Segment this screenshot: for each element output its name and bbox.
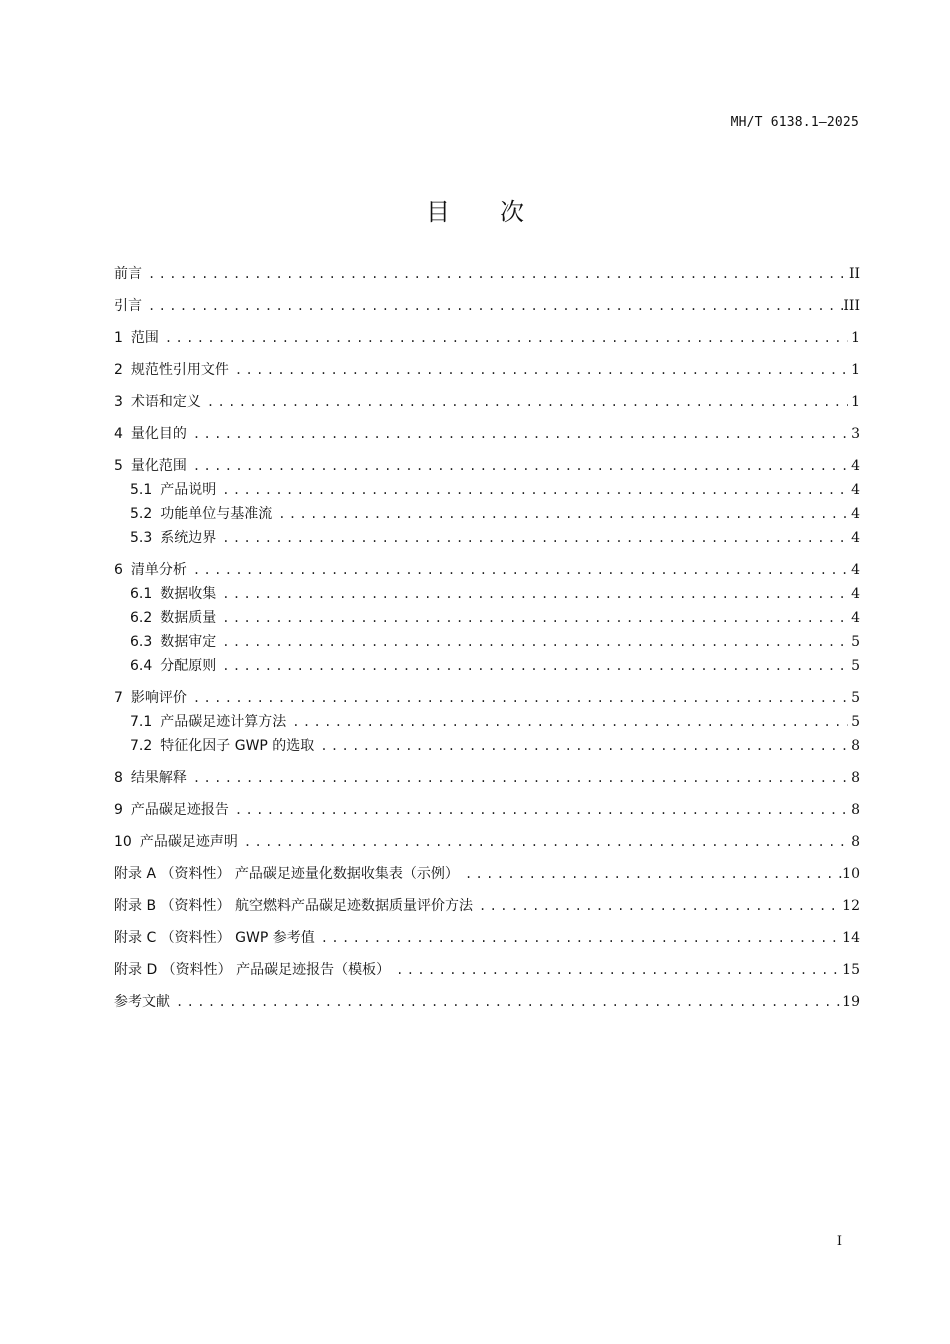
toc-entry-title: 量化目的 <box>130 426 187 442</box>
toc-entry-page: 4 <box>851 610 860 626</box>
table-of-contents <box>114 262 860 1014</box>
toc-entry-number: 2 <box>114 362 123 378</box>
toc-entry-title: 产品碳足迹计算方法 <box>160 714 287 730</box>
toc-entry[interactable] <box>114 654 860 678</box>
toc-entry[interactable] <box>114 894 860 918</box>
toc-entry-title: 系统边界 <box>160 530 217 546</box>
toc-dot-leader <box>216 606 848 630</box>
toc-entry-title: 产品说明 <box>160 482 217 498</box>
toc-entry[interactable] <box>114 326 860 350</box>
toc-entry-page: 3 <box>851 426 860 442</box>
toc-entry[interactable] <box>114 926 860 950</box>
toc-entry[interactable] <box>114 958 860 982</box>
toc-dot-leader <box>216 526 848 550</box>
toc-dot-leader <box>314 734 848 758</box>
toc-entry-page: 12 <box>842 898 860 914</box>
toc-entry-title: 附录 B （资料性） 航空燃料产品碳足迹数据质量评价方法 <box>114 898 473 914</box>
toc-dot-leader <box>216 654 848 678</box>
toc-entry-number: 4 <box>114 426 123 442</box>
toc-entry-title: 影响评价 <box>130 690 187 706</box>
toc-entry-page: II <box>848 266 860 282</box>
toc-entry[interactable] <box>114 582 860 606</box>
toc-entry-page: III <box>843 298 860 314</box>
toc-entry-page: 4 <box>851 562 860 578</box>
toc-dot-leader <box>229 358 848 382</box>
toc-entry-page: 8 <box>851 770 860 786</box>
toc-entry-page: 19 <box>842 994 860 1010</box>
toc-entry[interactable] <box>114 294 860 318</box>
toc-entry-number: 7.1 <box>130 714 153 730</box>
toc-entry-title: 引言 <box>114 298 142 314</box>
toc-entry-page: 8 <box>851 802 860 818</box>
toc-entry[interactable] <box>114 606 860 630</box>
toc-dot-leader <box>159 326 848 350</box>
toc-dot-leader <box>187 686 848 710</box>
toc-entry[interactable] <box>114 766 860 790</box>
toc-entry-title: 数据质量 <box>160 610 217 626</box>
toc-entry-number: 5.3 <box>130 530 153 546</box>
toc-entry-page: 8 <box>851 834 860 850</box>
toc-dot-leader <box>459 862 842 886</box>
toc-entry-number: 5.2 <box>130 506 153 522</box>
page-title: 目次 <box>426 198 574 226</box>
toc-dot-leader <box>216 478 848 502</box>
toc-entry-page: 4 <box>851 586 860 602</box>
toc-dot-leader <box>187 766 848 790</box>
toc-entry-title: 产品碳足迹声明 <box>139 834 238 850</box>
toc-dot-leader <box>216 630 848 654</box>
toc-entry-title: 参考文献 <box>114 994 170 1010</box>
toc-entry-number: 6 <box>114 562 123 578</box>
toc-entry-title: 量化范围 <box>130 458 187 474</box>
toc-entry[interactable] <box>114 630 860 654</box>
toc-entry-number: 5 <box>114 458 123 474</box>
toc-entry-page: 4 <box>851 530 860 546</box>
toc-dot-leader <box>187 454 848 478</box>
toc-entry-number: 8 <box>114 770 123 786</box>
toc-entry-number: 7 <box>114 690 123 706</box>
toc-entry-page: 5 <box>851 690 860 706</box>
toc-entry[interactable] <box>114 990 860 1014</box>
page-number: I <box>836 1234 842 1249</box>
toc-entry-title: 清单分析 <box>130 562 187 578</box>
toc-entry-title: 附录 D （资料性） 产品碳足迹报告（模板） <box>114 962 391 978</box>
toc-entry[interactable] <box>114 798 860 822</box>
toc-entry-title: 数据审定 <box>160 634 217 650</box>
toc-dot-leader <box>229 798 848 822</box>
toc-entry[interactable] <box>114 734 860 758</box>
toc-entry-title: 术语和定义 <box>130 394 201 410</box>
toc-entry-title: 功能单位与基准流 <box>160 506 273 522</box>
toc-entry-number: 7.2 <box>130 738 153 754</box>
toc-entry-title: 数据收集 <box>160 586 217 602</box>
toc-entry-title: 规范性引用文件 <box>130 362 229 378</box>
toc-entry-number: 10 <box>114 834 132 850</box>
toc-dot-leader <box>238 830 848 854</box>
toc-entry[interactable] <box>114 454 860 478</box>
toc-entry-title: 范围 <box>130 330 159 346</box>
toc-dot-leader <box>142 262 848 286</box>
toc-entry-title: 产品碳足迹报告 <box>130 802 229 818</box>
toc-entry[interactable] <box>114 526 860 550</box>
toc-entry-number: 6.2 <box>130 610 153 626</box>
toc-dot-leader <box>473 894 842 918</box>
toc-entry-number: 9 <box>114 802 123 818</box>
toc-dot-leader <box>216 582 848 606</box>
toc-entry[interactable] <box>114 558 860 582</box>
toc-entry-title: 特征化因子 GWP 的选取 <box>160 738 315 754</box>
toc-dot-leader <box>187 422 848 446</box>
toc-dot-leader <box>272 502 848 526</box>
toc-entry-page: 15 <box>842 962 860 978</box>
toc-entry[interactable] <box>114 686 860 710</box>
toc-entry[interactable] <box>114 390 860 414</box>
toc-entry-page: 5 <box>851 714 860 730</box>
toc-dot-leader <box>142 294 843 318</box>
toc-entry-title: 结果解释 <box>130 770 187 786</box>
toc-entry[interactable] <box>114 478 860 502</box>
document-code: MH/T 6138.1—2025 <box>730 115 859 130</box>
toc-entry-number: 6.3 <box>130 634 153 650</box>
toc-entry-title: 前言 <box>114 266 142 282</box>
toc-entry-number: 6.4 <box>130 658 153 674</box>
toc-entry-number: 5.1 <box>130 482 153 498</box>
toc-entry[interactable] <box>114 422 860 446</box>
toc-entry[interactable] <box>114 710 860 734</box>
toc-entry-page: 1 <box>851 394 860 410</box>
toc-entry-page: 4 <box>851 506 860 522</box>
toc-entry-title: 附录 C （资料性） GWP 参考值 <box>114 930 315 946</box>
toc-entry-page: 5 <box>851 634 860 650</box>
toc-entry[interactable] <box>114 358 860 382</box>
toc-entry[interactable] <box>114 862 860 886</box>
toc-entry-page: 1 <box>851 330 860 346</box>
toc-entry-page: 1 <box>851 362 860 378</box>
toc-dot-leader <box>315 926 842 950</box>
toc-entry[interactable] <box>114 502 860 526</box>
toc-dot-leader <box>390 958 842 982</box>
toc-dot-leader <box>170 990 842 1014</box>
toc-entry-page: 4 <box>851 482 860 498</box>
toc-dot-leader <box>201 390 848 414</box>
toc-entry-number: 3 <box>114 394 123 410</box>
toc-entry-title: 附录 A （资料性） 产品碳足迹量化数据收集表（示例） <box>114 866 459 882</box>
toc-entry-page: 4 <box>851 458 860 474</box>
toc-dot-leader <box>286 710 848 734</box>
toc-entry-page: 10 <box>842 866 860 882</box>
toc-entry[interactable] <box>114 262 860 286</box>
toc-entry-number: 1 <box>114 330 123 346</box>
toc-entry[interactable] <box>114 830 860 854</box>
toc-entry-number: 6.1 <box>130 586 153 602</box>
toc-entry-page: 5 <box>851 658 860 674</box>
toc-entry-page: 14 <box>842 930 860 946</box>
toc-entry-page: 8 <box>851 738 860 754</box>
toc-dot-leader <box>187 558 848 582</box>
toc-entry-title: 分配原则 <box>160 658 217 674</box>
